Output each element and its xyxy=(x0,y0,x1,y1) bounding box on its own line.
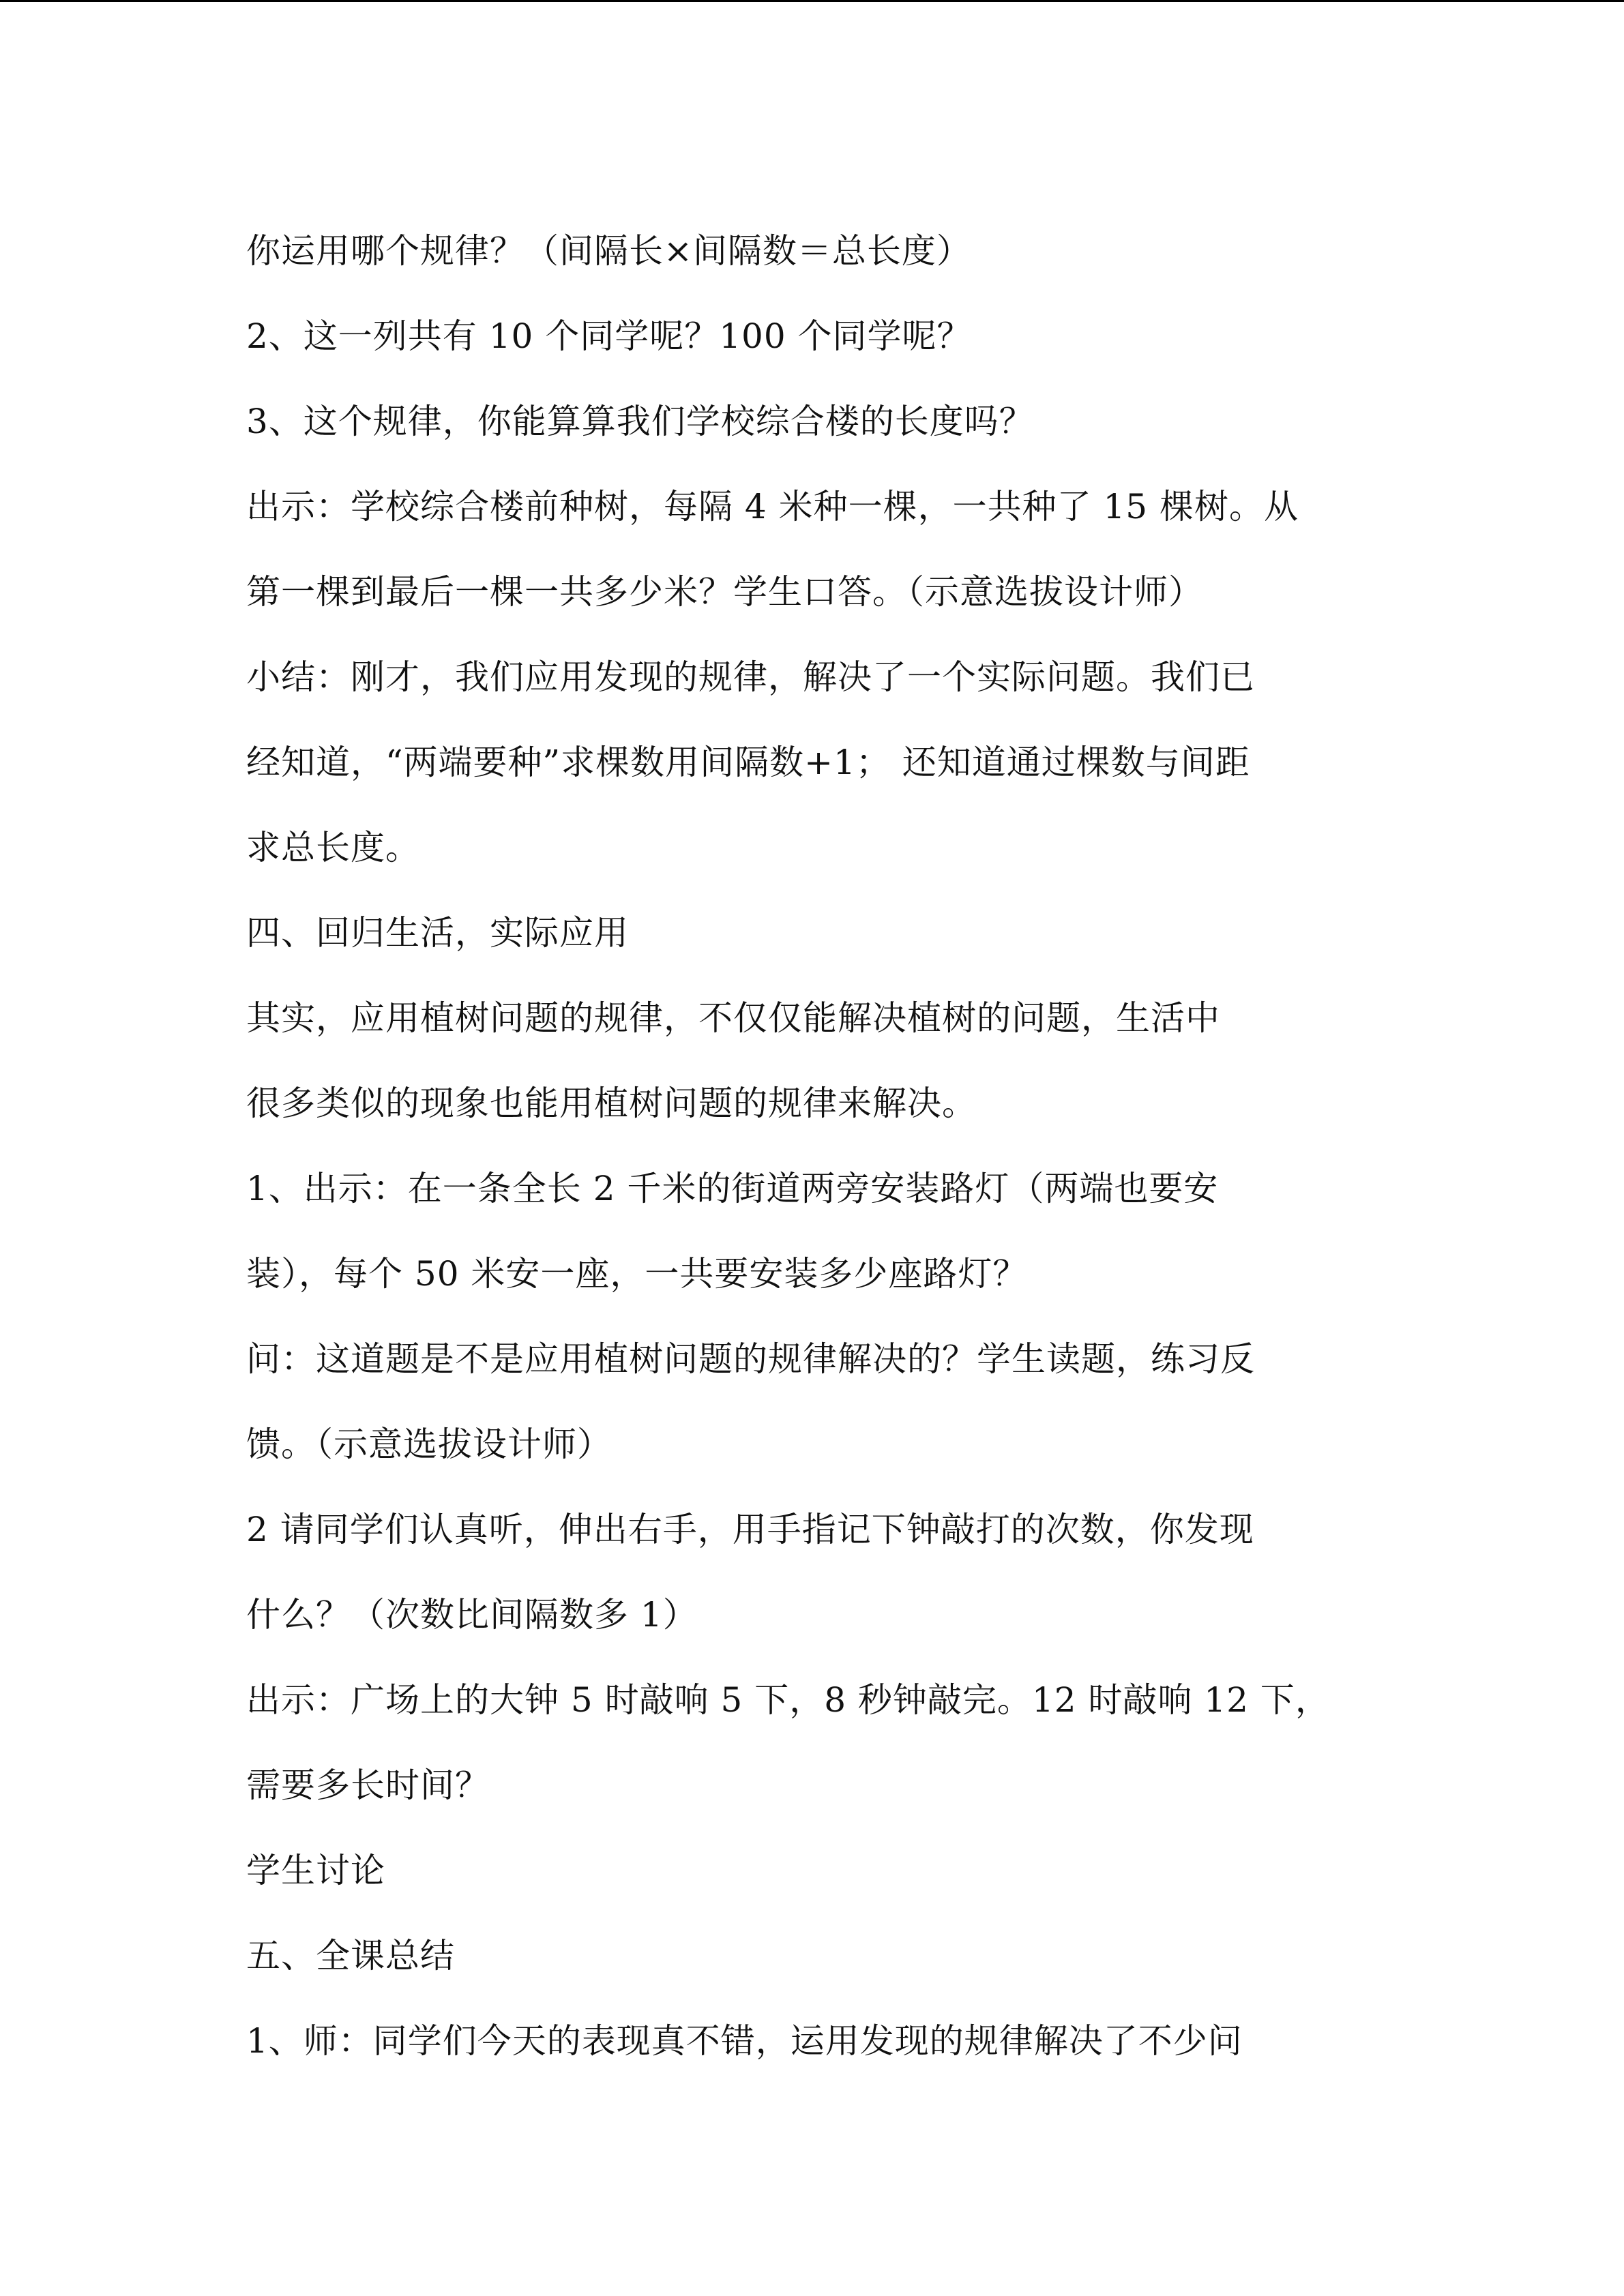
text-line: 出示：广场上的大钟 5 时敲响 5 下，8 秒钟敲完。12 时敲响 12 下， xyxy=(246,1680,1330,1720)
top-border-line xyxy=(0,0,1624,2)
text-line: 需要多长时间？ xyxy=(246,1765,490,1805)
text-line: 什么？（次数比间隔数多 1） xyxy=(246,1595,698,1635)
text-line: 2 请同学们认真听，伸出右手，用手指记下钟敲打的次数，你发现 xyxy=(246,1510,1254,1549)
text-line: 1、出示：在一条全长 2 千米的街道两旁安装路灯（两端也要安 xyxy=(246,1169,1219,1208)
text-line: 第一棵到最后一棵一共多少米？学生口答。（示意选拔设计师） xyxy=(246,572,1203,612)
text-line: 装），每个 50 米安一座，一共要安装多少座路灯？ xyxy=(246,1254,1028,1294)
text-line: 馈。（示意选拔设计师） xyxy=(246,1425,612,1464)
text-line: 经知道，“两端要种”求棵数用间隔数+1； 还知道通过棵数与间距 xyxy=(246,743,1250,782)
text-line: 1、师：同学们今天的表现真不错，运用发现的规律解决了不少问 xyxy=(246,2021,1243,2061)
document-body xyxy=(246,209,1406,2084)
text-line: 出示：学校综合楼前种树，每隔 4 米种一棵，一共种了 15 棵树。从 xyxy=(246,487,1299,526)
text-line: 小结：刚才，我们应用发现的规律，解决了一个实际问题。我们已 xyxy=(246,657,1255,697)
text-line: 其实，应用植树问题的规律，不仅仅能解决植树的问题，生活中 xyxy=(246,998,1220,1038)
section-heading: 五、全课总结 xyxy=(246,1936,455,1976)
text-line: 问：这道题是不是应用植树问题的规律解决的？学生读题，练习反 xyxy=(246,1339,1255,1379)
text-line: 2、这一列共有 10 个同学呢？100 个同学呢？ xyxy=(246,316,972,356)
text-line: 学生讨论 xyxy=(246,1851,385,1890)
text-line: 很多类似的现象也能用植树问题的规律来解决。 xyxy=(246,1084,977,1123)
text-line: 你运用哪个规律？（间隔长×间隔数＝总长度） xyxy=(246,231,971,271)
text-line: 3、这个规律，你能算算我们学校综合楼的长度吗？ xyxy=(246,402,1034,441)
section-heading: 四、回归生活，实际应用 xyxy=(246,913,629,953)
text-line: 求总长度。 xyxy=(246,828,420,867)
